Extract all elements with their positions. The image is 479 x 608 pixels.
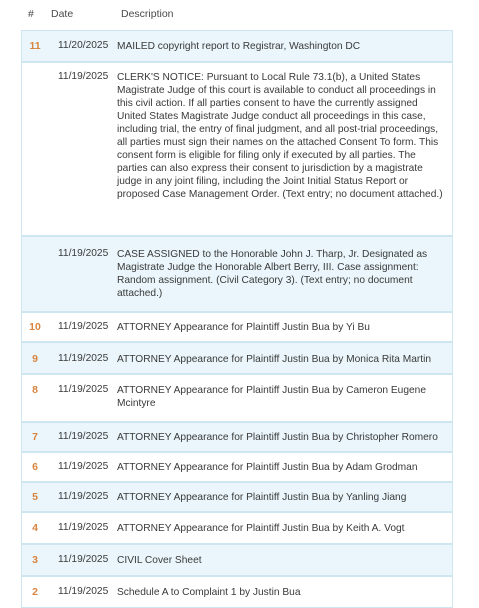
entry-description: ATTORNEY Appearance for Plaintiff Justin Bua by Yi Bu [117,322,370,333]
entry-description: CASE ASSIGNED to the Honorable John J. Tharp, Jr. Designated as Magistrate Judge the Honorable Albert Berry, III. Case assignment: Random assignment. (Civil Category 3). (Text entry; no document attached.) [117,249,428,299]
entry-description: ATTORNEY Appearance for Plaintiff Justin Bua by Monica Rita Martin [117,354,432,365]
entry-date: 11/19/2025 [58,522,109,533]
entry-date: 11/19/2025 [58,586,109,597]
entry-description: ATTORNEY Appearance for Plaintiff Justin Bua by Keith A. Vogt [117,523,405,534]
entry-date: 11/19/2025 [58,491,109,502]
entry-date: 11/19/2025 [58,248,109,259]
entry-description: ATTORNEY Appearance for Plaintiff Justin Bua by Adam Grodman [117,462,418,473]
table-row[interactable] [21,452,453,482]
entry-description: CIVIL Cover Sheet [117,555,202,566]
entry-date: 11/19/2025 [58,554,109,565]
table-row[interactable] [21,374,453,422]
entry-date: 11/19/2025 [58,461,109,472]
table-row[interactable] [21,482,453,512]
entry-number[interactable]: 5 [32,491,38,503]
header-number: # [28,8,34,20]
table-row [21,236,453,312]
entry-date: 11/19/2025 [58,431,109,442]
entry-number[interactable]: 9 [32,353,38,365]
table-row[interactable] [21,342,453,374]
entry-number[interactable]: 4 [32,522,38,534]
entry-number[interactable]: 2 [32,586,38,598]
entry-description: CLERK'S NOTICE: Pursuant to Local Rule 73.1(b), a United States Magistrate Judge of this court is available to conduct all proceedings in this civil action. If all parties consent to have the currently assigned United States Magistrate Judge conduct all proceedings in this case, including trial, the entry of final judgment, and all post-trial proceedings, all parties must sign their names on the attached Consent To form. This consent form is eligible for filing only if executed by all parties. The parties can also express their consent to jurisdiction by a magistrate judge in any joint filing, including the Joint Initial Status Report or proposed Case Management Order. (Text entry; no document attached.) [117,72,443,200]
entry-description: MAILED copyright report to Registrar, Washington DC [117,41,361,52]
entry-date: 11/19/2025 [58,71,109,82]
entry-description: ATTORNEY Appearance for Plaintiff Justin Bua by Christopher Romero [117,432,438,443]
table-row[interactable] [21,312,453,342]
table-row[interactable] [21,30,453,62]
entry-number[interactable]: 11 [29,40,41,52]
entry-number[interactable]: 8 [32,384,38,396]
entry-description: ATTORNEY Appearance for Plaintiff Justin Bua by Yanling Jiang [117,492,407,503]
entry-number[interactable]: 7 [32,431,38,443]
table-row[interactable] [21,576,453,608]
table-header [0,0,479,30]
table-row[interactable] [21,422,453,452]
table-row[interactable] [21,512,453,544]
table-row [21,62,453,236]
entry-number[interactable]: 3 [32,554,38,566]
entry-date: 11/19/2025 [58,353,109,364]
table-row[interactable] [21,544,453,576]
entry-description: Schedule A to Complaint 1 by Justin Bua [117,587,301,598]
header-description: Description [121,8,174,20]
entry-date: 11/20/2025 [58,40,109,51]
entry-date: 11/19/2025 [58,384,109,395]
entry-date: 11/19/2025 [58,321,109,332]
entry-number[interactable]: 10 [29,321,41,333]
entry-description: ATTORNEY Appearance for Plaintiff Justin Bua by Cameron Eugene Mcintyre [117,385,427,409]
header-date: Date [51,8,74,20]
entry-number[interactable]: 6 [32,461,38,473]
